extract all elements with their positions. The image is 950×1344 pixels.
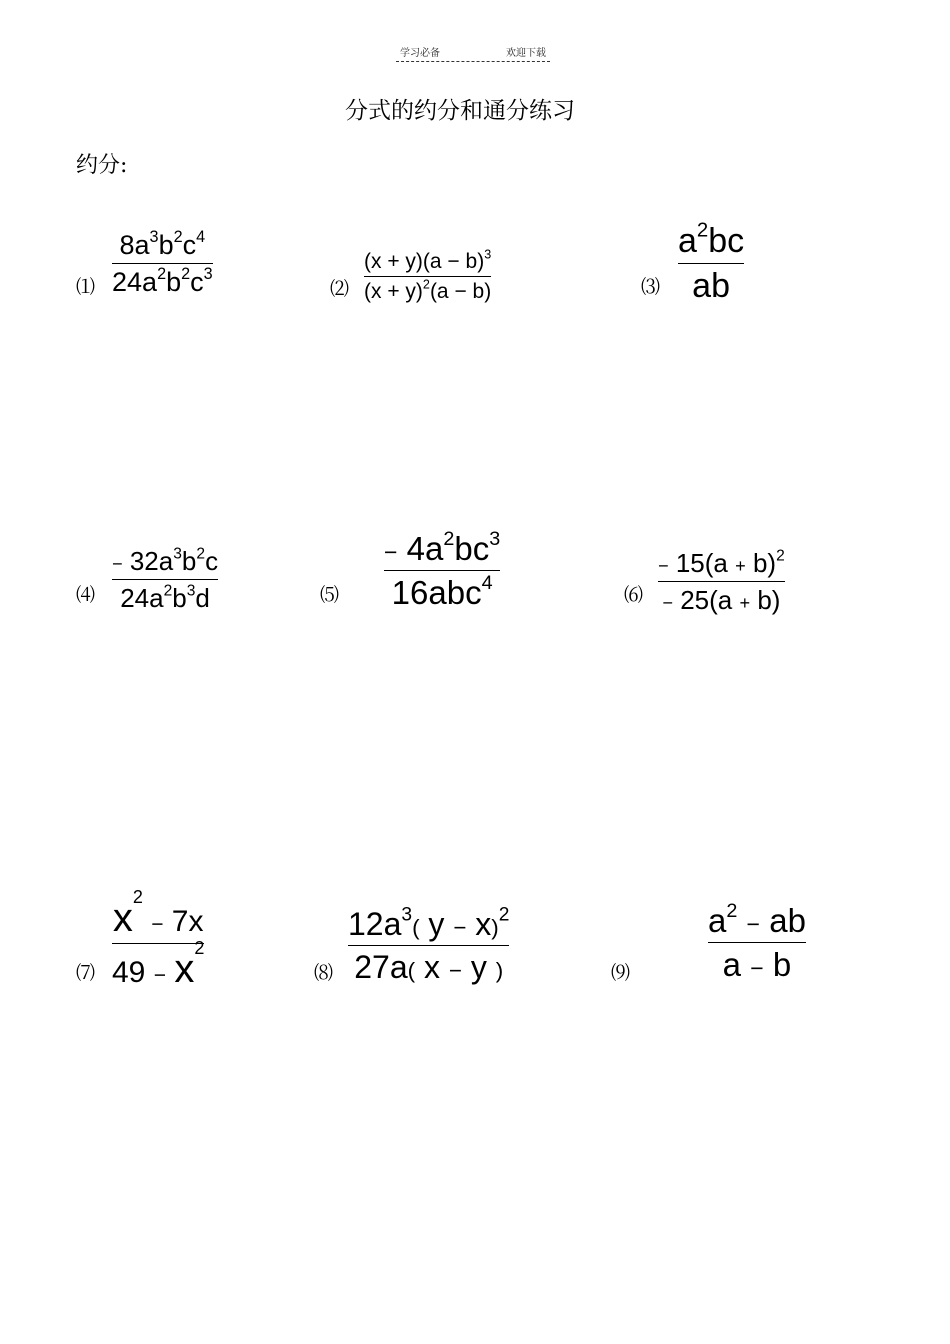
denominator: $49 - x^2$ xyxy=(112,938,205,991)
numerator: − $15(a + b)^2$ xyxy=(658,547,785,578)
page-title: 分式的约分和通分练习 xyxy=(345,98,575,124)
problem-6-fraction xyxy=(658,548,785,616)
numerator: $12a^3$( y − x)$^2$ xyxy=(348,904,510,942)
denominator: 27a( x − y ) xyxy=(354,949,504,985)
fraction-bar xyxy=(384,570,500,571)
problem-1-number: ⑴ xyxy=(76,276,96,298)
problem-6-number: ⑹ xyxy=(624,584,644,606)
numerator: − $4a^2bc^3$ xyxy=(384,528,501,567)
numerator: $a^2bc$ xyxy=(678,219,745,260)
problem-8-fraction xyxy=(348,906,509,986)
problem-9-number: ⑼ xyxy=(611,962,631,984)
problem-3-fraction xyxy=(678,219,745,306)
fraction-bar xyxy=(112,579,218,580)
problem-7-fraction xyxy=(112,887,205,992)
denominator: − 25(a + b) xyxy=(662,585,781,615)
numerator: $8a^3b^2c^4$ xyxy=(119,227,206,260)
problem-1-fraction xyxy=(112,227,213,298)
header-left-text: 学习必备 xyxy=(400,48,440,59)
denominator: ab xyxy=(692,267,730,305)
denominator: a − b xyxy=(722,946,792,983)
denominator: $(x + y)^2(a - b)$ xyxy=(364,277,492,303)
denominator: $24a^2b^2c^3$ xyxy=(112,264,213,297)
problem-8-number: ⑻ xyxy=(314,962,334,984)
problem-4-fraction xyxy=(112,546,218,614)
problem-4-number: ⑷ xyxy=(76,584,96,606)
problem-9-fraction xyxy=(708,902,806,984)
fraction-bar xyxy=(112,943,204,944)
problem-7-number: ⑺ xyxy=(76,962,96,984)
header-divider xyxy=(396,61,550,62)
problem-3-number: ⑶ xyxy=(641,276,661,298)
problem-2-number: ⑵ xyxy=(330,278,350,300)
fraction-bar xyxy=(708,942,806,943)
page-header xyxy=(396,44,550,62)
problem-2-fraction xyxy=(364,247,492,304)
problem-5-fraction xyxy=(384,530,500,612)
fraction-bar xyxy=(658,581,785,582)
numerator: $x^2 - 7x$ xyxy=(112,887,204,940)
problem-5-number: ⑸ xyxy=(320,584,340,606)
numerator: $(x + y)(a - b)^3$ xyxy=(364,247,492,273)
numerator: − $32a^3b^2c$ xyxy=(112,545,219,576)
denominator: 16abc$^4$ xyxy=(391,572,493,611)
section-label: 约分: xyxy=(76,153,128,178)
header-right-text: 欢迎下载 xyxy=(506,48,546,59)
fraction-bar xyxy=(678,263,744,264)
denominator: $24a^2b^3d$ xyxy=(120,582,210,613)
fraction-bar xyxy=(348,945,509,946)
fraction-bar xyxy=(112,263,213,264)
numerator: $a^2$ − ab xyxy=(708,900,806,939)
